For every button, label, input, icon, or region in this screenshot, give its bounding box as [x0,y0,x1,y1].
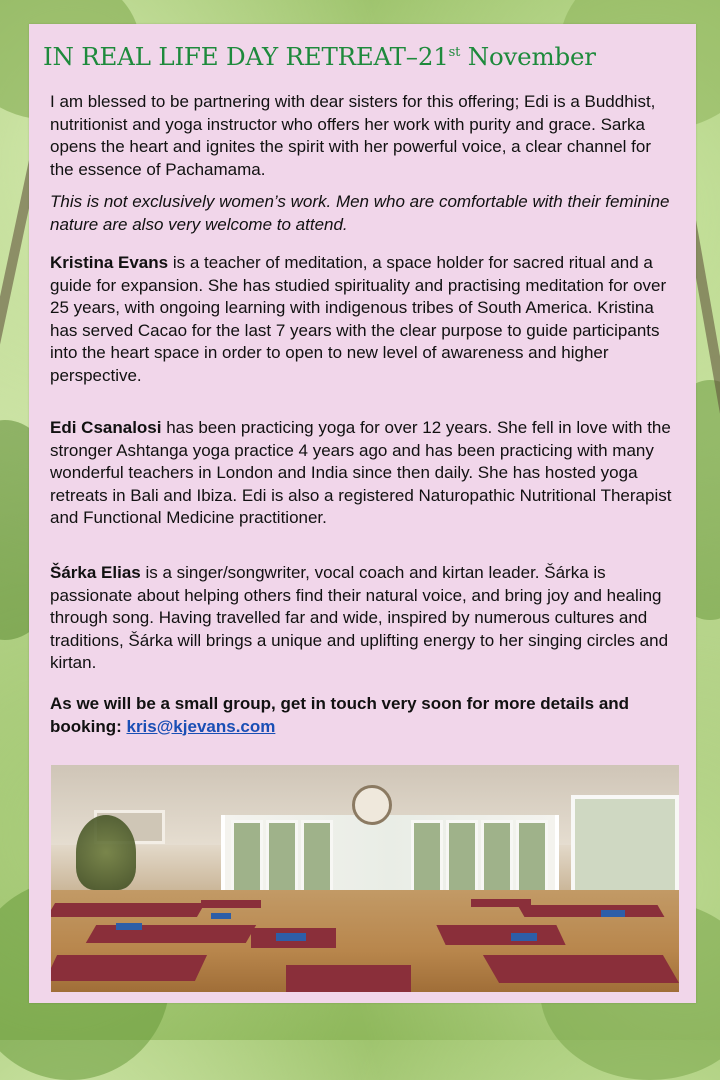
yoga-studio-photo [51,765,679,992]
bio-name: Kristina Evans [50,253,169,272]
yoga-block [276,933,306,941]
yoga-mat [51,903,205,917]
yoga-mat [518,905,665,917]
bio-edi [50,417,675,530]
bio-sarka [50,562,675,675]
wall-clock-icon [352,785,392,825]
bio-text: has been practicing yoga for over 12 years. She fell in love with the stronger Ashtanga yoga practice 4 years ago and has been practicing with many wonderful teachers in London and India since then daily. She has hosted yoga retreats in Bali and Ibiza. Edi is also a registered Naturopathic Nutritional Therapist and Functional Medicine practitioner. [50,418,672,527]
bio-name: Šárka Elias [50,563,141,582]
yoga-mat [483,955,679,983]
yoga-block [116,923,142,930]
side-window [571,795,679,898]
yoga-block [601,910,625,917]
note-text: This is not exclusively women’s work. Men who are comfortable with their feminine nature are also very welcome to attend. [50,192,670,234]
potted-plant [76,815,136,890]
yoga-mat [201,900,261,908]
title-text: IN REAL LIFE DAY RETREAT–21 [43,42,449,71]
title-tail: November [460,42,596,71]
bio-kristina [50,252,675,387]
bio-name: Edi Csanalosi [50,418,162,437]
bio-text: is a teacher of meditation, a space holder for sacred ritual and a guide for expansion. She has studied spirituality and practising meditation for over 25 years, with ongoing learning with indigenous tribes of South America. Kristina has served Cacao for the last 7 years with the clear purpose to guide participants into the heart space in order to open to new level of awareness and higher perspective. [50,253,667,385]
yoga-mat [86,925,256,943]
cta-paragraph [50,693,675,738]
retreat-card [29,24,696,1003]
yoga-mat [51,955,207,981]
intro-text: I am blessed to be partnering with dear sisters for this offering; Edi is a Buddhist, nutritionist and yoga instructor who offers her work with purity and grace. Sarka opens the heart and ignites the spirit with her powerful voice, a clear channel for the essence of Pachamama. [50,92,656,179]
intro-paragraph [50,91,675,181]
yoga-mat [286,965,411,992]
page-title [43,42,683,71]
title-superscript: st [448,44,461,60]
yoga-mat [471,899,531,907]
yoga-block [511,933,537,941]
note-paragraph [50,191,675,236]
bio-text: is a singer/songwriter, vocal coach and kirtan leader. Šárka is passionate about helping others find their natural voice, and bring joy and healing through song. Having travelled far and wide, inspired by numerous cultures and traditions, Šárka will brings a unique and uplifting energy to her singing circles and kirtan. [50,563,669,672]
cta-text: As we will be a small group, get in touch very soon for more details and booking: [50,694,630,736]
yoga-mat [436,925,565,945]
yoga-block [211,913,231,919]
email-link[interactable]: kris@kjevans.com [126,716,276,736]
